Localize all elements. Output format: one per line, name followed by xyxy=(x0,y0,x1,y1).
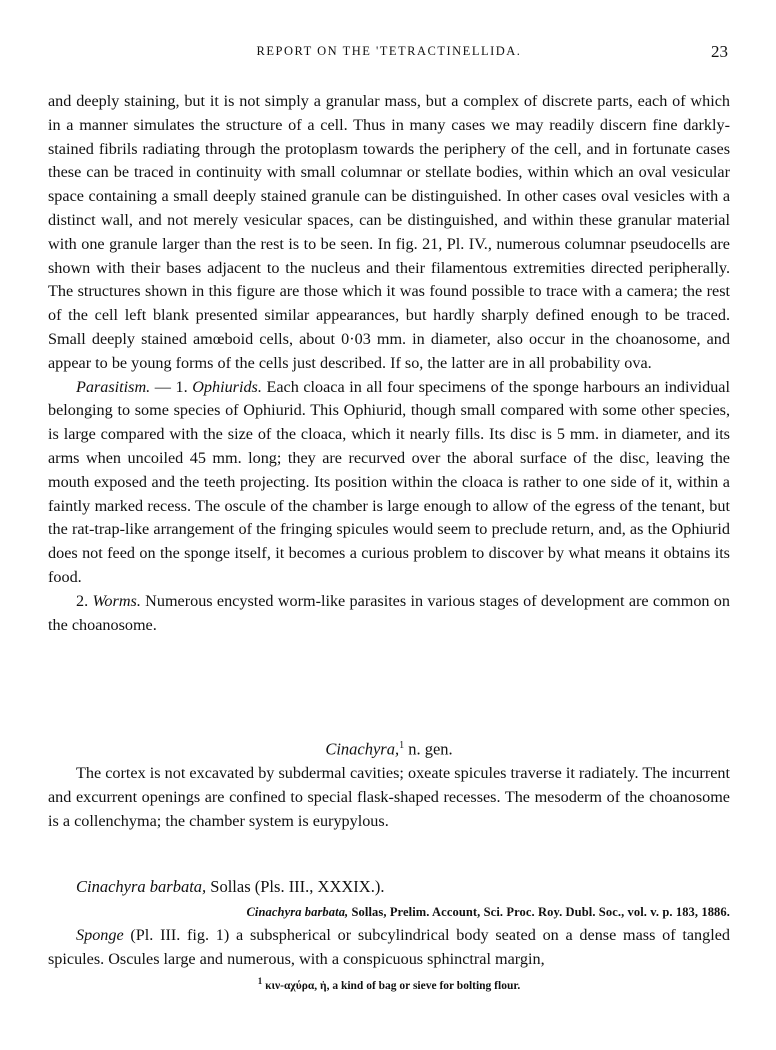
genus-description: The cortex is not excavated by subdermal cavities; oxeate spicules traverse it radiately. The incurrent and excurrent openings are confined to special flask-shaped recesses. The mesoderm of the choanosome is a collenchyma; the chamber system is eurypylous. xyxy=(48,764,730,830)
citation-name: Cinachyra barbata, xyxy=(246,905,349,919)
footnote xyxy=(48,976,730,992)
species-suffix: Sollas (Pls. III., XXXIX.). xyxy=(206,877,385,896)
parasitism-label: Parasitism. xyxy=(76,377,151,396)
ophiurids-label: Ophiurids. xyxy=(192,377,262,396)
species-citation xyxy=(48,904,730,920)
sponge-text: (Pl. III. fig. 1) a subspherical or subcylindrical body seated on a dense mass of tangled spicules. Oscules large and numerous, with a conspicuous sphinctral margin, xyxy=(48,926,730,968)
parasitism-text: Each cloaca in all four specimens of the sponge harbours an individual belonging to some species of Ophiurid. This Ophiurid, though small compared with some other species, is large compared with the size of the cloaca, which it nearly fills. Its disc is 5 mm. in diameter, and its arms when uncoiled 45 mm. long; they are recurved over the aboral surface of the disc, leaving the mouth exposed and the teeth projecting. Its position within the cloaca is rather to one side of it, within a faintly marked recess. The oscule of the chamber is large enough to allow of the egress of the tenant, but the rat-trap-like arrangement of the fringing spicules would seem to preclude return, and, as the Ophiurid does not feed on the sponge itself, it becomes a curious problem to discover by what means it obtains its food. xyxy=(48,377,730,586)
worms-label: Worms. xyxy=(92,591,141,610)
sponge-label: Sponge xyxy=(76,926,124,944)
footnote-text: κιν-αχύρα, ἡ, a kind of bag or sieve for bolting flour. xyxy=(262,979,521,992)
paragraph-worms xyxy=(48,590,730,638)
genus-name: Cinachyra, xyxy=(325,739,400,759)
citation-text: Sollas, Prelim. Account, Sci. Proc. Roy. Dubl. Soc., vol. v. p. 183, 1886. xyxy=(348,905,730,919)
genus-heading xyxy=(48,734,730,761)
paragraph-cell-structure: and deeply staining, but it is not simply a granular mass, but a complex of discrete parts, each of which in a manner simulates the structure of a cell. Thus in many cases we may readily discern fine darkly-stained fibrils radiating through the protoplasm towards the periphery of the cell, and in fortunate cases these can be traced in continuity with small columnar or stellate bodies, within which an oval vesicular space containing a small deeply stained granule can be distinguished. In other cases oval vesicles with a distinct wall, and not merely vesicular spaces, can be distinguished, and within these granular material with one granule larger than the rest is to be seen. In fig. 21, Pl. IV., numerous columnar pseudocells are shown with their bases adjacent to the nucleus and their filamentous extremities directed peripherally. The structures shown in this figure are those which it was found possible to trace with a camera; the rest of the cell left blank presented similar appearances, but hardly sharply defined enough to be traced. Small deeply stained amœboid cells, about 0·03 mm. in diameter, also occur in the choanosome, and appear to be young forms of the cells just described. If so, the latter are in all probability ova. xyxy=(48,92,730,372)
paragraph-parasitism xyxy=(48,376,730,590)
main-body xyxy=(48,90,730,637)
page-header xyxy=(48,44,730,68)
footnote-mark: 1 xyxy=(257,976,263,986)
worms-text: Numerous encysted worm-like parasites in various stages of development are common on the choanosome. xyxy=(48,591,730,634)
sponge-paragraph xyxy=(48,924,730,972)
species-name: Cinachyra barbata, xyxy=(76,877,207,896)
worms-number: 2. xyxy=(76,591,93,610)
page-number: 23 xyxy=(711,42,728,61)
running-title: REPORT ON THE 'TETRACTINELLIDA. xyxy=(256,44,522,58)
genus-footnote-ref: 1 xyxy=(399,740,405,751)
species-heading xyxy=(48,875,730,899)
genus-suffix: n. gen. xyxy=(404,739,453,759)
parasitism-number: — 1. xyxy=(150,377,193,396)
